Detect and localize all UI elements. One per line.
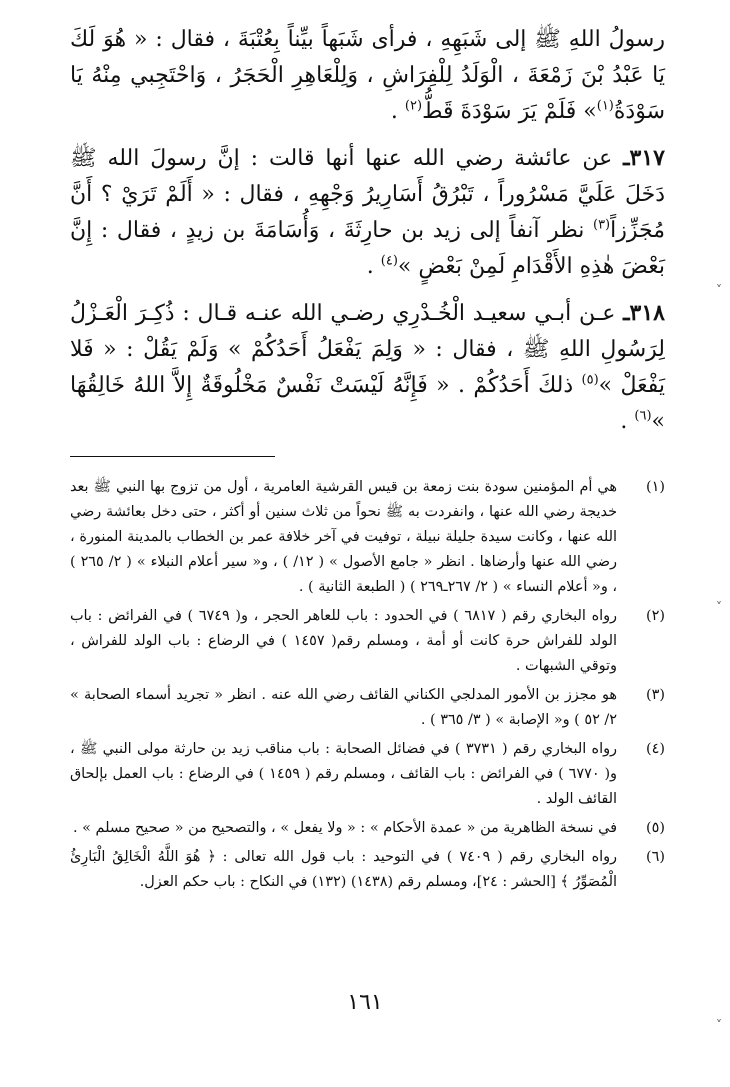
hadith-316-tail: » فَلَمْ يَرَ سَوْدَةَ قَطُّ (422, 99, 597, 124)
hadith-318-number: ٣١٨ـ (623, 300, 665, 326)
hadith-317-end: . (366, 254, 381, 279)
footnote-3 (70, 683, 665, 733)
footnote-text: رواه البخاري رقم ( ٣٧٣١ ) في فضائل الصحابة : باب مناقب زيد بن حارثة مولى النبي ﷺ ، و( ٦٧٧٠ ) في الفرائض : باب القائف ، ومسلم رقم ( ١٤٥٩ ) في الرضاع : باب العمل بإلحاق القائف الولد . (70, 741, 618, 807)
margin-tick-mark: ˅ (716, 600, 722, 614)
footnote-5 (70, 816, 665, 841)
footnote-6 (70, 845, 665, 895)
hadith-317-tail: نظر آنفاً إلى زيد بن حارِثَةَ ، وَأُسَامَةَ بن زيدٍ ، فقال : إِنَّ بَعْضَ هٰذِهِ الأَقْدَامِ لَمِنْ بَعْضٍ » (70, 218, 665, 279)
page-number: ١٦١ (347, 990, 383, 1015)
footnote-number: (١) (646, 479, 665, 495)
footnote-text: في نسخة الظاهرية من « عمدة الأحكام » : « ولا يفعل » ، والتصحيح من « صحيح مسلم » . (73, 820, 617, 836)
hadith-316-continuation (70, 22, 665, 130)
footnote-number: (٦) (646, 849, 665, 865)
footnote-number: (٤) (646, 741, 665, 757)
footnote-ref-3[interactable]: (٣) (592, 217, 611, 233)
footnote-number: (٥) (646, 820, 665, 836)
footnote-ref-4[interactable]: (٤) (380, 253, 398, 269)
footnote-text: هي أم المؤمنين سودة بنت زمعة بن قيس القرشية العامرية ، أول من تزوج بها النبي ﷺ بعد خديجة رضي الله عنها ، وانفردت به ﷺ نحواً من ثلاث سنين أو أكثر ، حتى دخل بعائشة رضي الله عنها ، وكانت سيدة جليلة نبيلة ، توفيت في آخر خلافة عمر بن الخطاب بالمدينة المنورة ، رضي الله عنها وأرضاها . انظر « جامع الأصول » ( ١٢/ ) ، و« سير أعلام النبلاء » ( ٢/ ٢٦٥ ) ، و« أعلام النساء » ( ٢/ ٢٦٧ـ٢٦٩ ) ( الطبعة الثانية ) . (70, 479, 617, 595)
hadith-316-end: . (390, 99, 405, 124)
hadith-318-tail: ذلكَ أَحَدُكُمْ . « فَإِنَّهُ لَيْسَتْ نَفْسٌ مَخْلُوقَةٌ إِلاَّ اللهُ خَالِقُهَا » (70, 373, 665, 434)
hadith-317 (70, 140, 665, 285)
margin-tick-mark: ˅ (716, 283, 722, 297)
footnote-ref-6[interactable]: (٦) (634, 408, 652, 424)
hadith-318-end: . (620, 409, 635, 434)
hadith-318 (70, 295, 665, 440)
page-content (70, 22, 665, 899)
footnote-ref-1[interactable]: (١) (596, 98, 614, 114)
footnote-number: (٢) (646, 608, 665, 624)
hadith-318-text: عـن أبـي سعيـد الْخُـدْرِي رضـي الله عنـه قـال : ذُكِـرَ الْعَـزْلُ لِرَسُولِ اللهِ ﷺ ، فقال : « وَلِمَ يَفْعَلُ أَحَدُكُمْ » وَلَمْ يَقُلْ : « فَلا يَفْعَلْ » (70, 301, 666, 398)
hadith-317-number: ٣١٧ـ (623, 145, 665, 171)
footnote-4 (70, 737, 665, 812)
hadith-317-text: عن عائشة رضي الله عنها أنها قالت : إنَّ رسولَ الله ﷺ دَخَلَ عَلَيَّ مَسْرُوراً ، تَبْرُقُ أَسَارِيرُ وَجْهِهِ ، فقال : « أَلَمْ تَرَيْ ؟ أَنَّ مُجَزِّزاً (70, 146, 665, 243)
footnote-text: رواه البخاري رقم ( ٧٤٠٩ ) في التوحيد : باب قول الله تعالى : ﴿ هُوَ اللَّهُ الْخَالِقُ الْبَارِئُ الْمُصَوِّرُ ﴾ [الحشر : ٢٤]، ومسلم رقم (١٤٣٨) (١٣٢) في النكاح : باب حكم العزل. (70, 849, 618, 890)
main-text (70, 22, 665, 440)
footnote-1 (70, 475, 665, 600)
footnote-number: (٣) (646, 687, 665, 703)
footnote-text: هو مجزز بن الأمور المدلجي الكناني القائف رضي الله عنه . انظر « تجريد أسماء الصحابة » ٢/ ٥٢ ) و« الإصابة » ( ٣/ ٣٦٥ ) . (70, 687, 617, 728)
footnotes (70, 475, 665, 895)
footnote-ref-2[interactable]: (٢) (404, 98, 423, 114)
footnote-ref-5[interactable]: (٥) (581, 372, 599, 388)
footnote-text: رواه البخاري رقم ( ٦٨١٧ ) في الحدود : باب للعاهر الحجر ، و( ٦٧٤٩ ) في الفرائض : باب الولد للفراش حرة كانت أو أمة ، ومسلم رقم( ١٤٥٧ ) في الرضاع : باب الولد للفراش ، وتوقي الشبهات . (70, 608, 618, 674)
margin-tick-mark: ˅ (716, 1018, 722, 1032)
footnote-2 (70, 604, 665, 679)
footnote-divider (70, 456, 275, 457)
hadith-316-text: رسولُ اللهِ ﷺ إلى شَبَهِهِ ، فرأى شَبَهاً بيِّناً بِعُتْبَةَ ، فقال : « هُوَ لَكَ يَا عَبْدُ بْنَ زَمْعَةَ ، الْوَلَدُ لِلْفِرَاشِ ، وَلِلْعَاهِرِ الْحَجَرُ ، وَاحْتَجِبي مِنْهُ يَا سَوْدَةُ (70, 27, 665, 124)
